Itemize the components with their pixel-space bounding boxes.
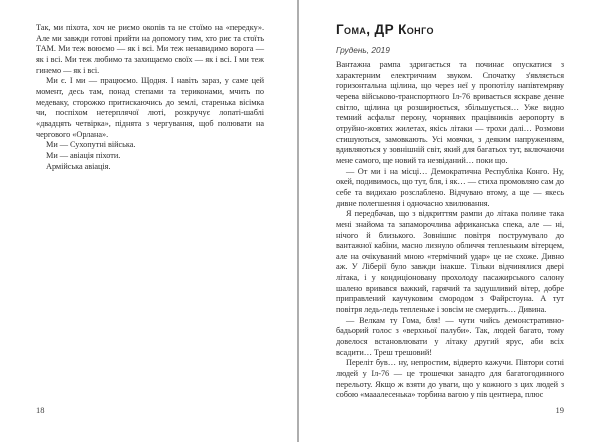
page-number-left: 18	[36, 405, 45, 415]
paragraph: Ми — Сухопутні війська.	[46, 140, 136, 150]
paragraph: Так, ми піхота, хоч не риємо окопів та не стоїмо на «передку». Але ми завжди готові прийти на допомогу тим, хто риє та стоїть ТАМ. Ми теж воюємо — як і всі. Ми теж ненавидимо ворога — як і всі. Ми теж любимо та захищаємо своїх — як і всі. І ми теж гинемо — як і всі.	[36, 23, 264, 75]
left-page-text	[36, 23, 264, 172]
page-number-right: 19	[555, 405, 564, 415]
page-right	[336, 0, 564, 442]
paragraph: Ми є. І ми — працюємо. Щодня. І навіть зараз, у саме цей момент, десь там, понад степами та териконами, мчить по медеваку, сторожко притискаючись до землі, старенька вісімка чи, поспіхом нетерплячої люті, розкручує лопаті-шаблі «двадцять четвірка», піднята з чергування, щоб полювати на чергового «Орлана».	[36, 76, 264, 139]
paragraph: — От ми і на місці… Демократична Республіка Конго. Ну, окей, подивимось, що тут, бля, і як… — стиха промовляю сам до себе та видихаю розслаблено. Відчуваю втому, а ще — якесь дивне полегшення і одночасно хвилювання.	[336, 166, 564, 208]
paragraph: Вантажна рампа здригається та починає опускатися з характерним електричним звуком. Спочатку з'являється горизонтальна щілина, що через неї у пропотілу напівтемряву черева військово-транспортного Іл-76 вривається яскраве денне світло, щілина ця розширюється, збільшується… Уже видно темний асфальт перону, чорнявих працівників аеропорту в отруйно-жовтих жилетах, якісь літаки — трохи далі… Розмови стишуються, замовкають. Усі мовчки, з деяким напруженням, вдивляються у зовнішній світ, який для багатьох тут, включаючи мене самого, ще новий та незвіданий… поки що.	[336, 60, 564, 165]
paragraph: Армійська авіація.	[46, 161, 111, 171]
paragraph: Переліт був… ну, непростим, відверто кажучи. Півтори сотні людей у Іл-76 — це трошечки занадто для багатогодинного перельоту. Якщо ж взяти до уваги, що у кожного з цих людей з собою «мааалесенька» торбина вагою у пів центнера, плюс	[336, 358, 564, 400]
page-left	[36, 0, 264, 442]
chapter-title: Гома, ДР Конго	[336, 22, 434, 37]
page-gutter-divider	[297, 0, 299, 442]
chapter-date: Грудень, 2019	[336, 45, 390, 55]
paragraph: Я передбачав, що з відкриттям рампи до літака полине така мені знайома та запаморочлива африканська спека, але — ні, нічого й близького. Зовнішнє повітря пострумувало до вантажної кабіни, масно лизнуло обличчя тепленьким вітерцем, але на очікуваний мною «термічний удар» це не схоже. Дивно аж. У Ліберії було завжди інакше. Тільки відчинялися двері літака, і у кондиціоновану прохолоду пасажирського салону шалено вривався важкий, гарячий та задушливий вітер, добре приправлений каучуковим смородом з Файрстоуна. А тут повітря ледь-ледь тепленьке і зовсім не смердить… Дивина.	[336, 209, 564, 315]
paragraph: — Велкам ту Гома, бля! — чути чийсь демонстративно-бадьорий голос з «верхньої палуби». Так, людей багато, тому довелося встановлювати у літаку другий ярус, аби всіх всадити… Треш трешовий!	[336, 315, 564, 357]
paragraph: Ми — авіація піхоти.	[46, 150, 121, 160]
right-page-text	[336, 60, 564, 401]
